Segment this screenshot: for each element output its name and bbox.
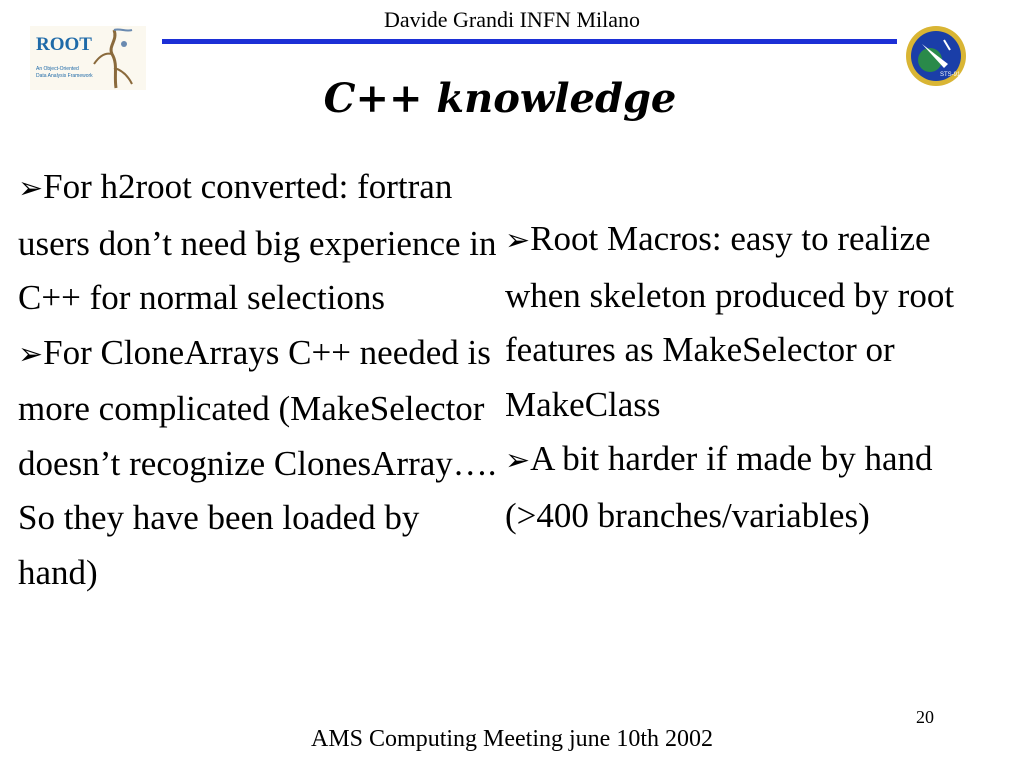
arrow-bullet-icon: ➢ <box>505 223 531 258</box>
left-column <box>18 160 498 600</box>
right-bullet-1 <box>505 212 1005 432</box>
root-logo-subtitle-2: Data Analysis Framework <box>36 73 93 79</box>
header-rule <box>162 39 897 44</box>
root-logo-subtitle-1: An Object-Oriented <box>36 66 79 72</box>
arrow-bullet-icon: ➢ <box>505 443 531 478</box>
arrow-bullet-icon: ➢ <box>18 171 44 206</box>
root-logo-text: ROOT <box>36 34 92 55</box>
mission-logo-text: STS-91 <box>940 72 961 78</box>
slide-title: C++ knowledge <box>323 75 677 122</box>
left-bullet-1-text: For h2root converted: fortran users don’t need big experience in C++ for normal selections <box>18 167 497 317</box>
left-bullet-1 <box>18 160 498 326</box>
right-bullet-2 <box>505 432 1005 543</box>
right-column <box>505 212 1005 543</box>
arrow-bullet-icon: ➢ <box>18 336 44 372</box>
footer-text: AMS Computing Meeting june 10th 2002 <box>311 726 713 752</box>
right-bullet-1-text: Root Macros: easy to realize when skeleton produced by root features as MakeSelector or MakeClass <box>505 219 955 424</box>
left-bullet-2-text: For CloneArrays C++ needed is more complicated (MakeSelector doesn’t recognize ClonesArray…. So they have been loaded by hand) <box>18 332 497 592</box>
page-number: 20 <box>916 707 934 727</box>
header-author: Davide Grandi INFN Milano <box>383 7 640 32</box>
left-bullet-2 <box>18 326 498 601</box>
right-bullet-2-text: A bit harder if made by hand (>400 branches/variables) <box>505 439 933 535</box>
